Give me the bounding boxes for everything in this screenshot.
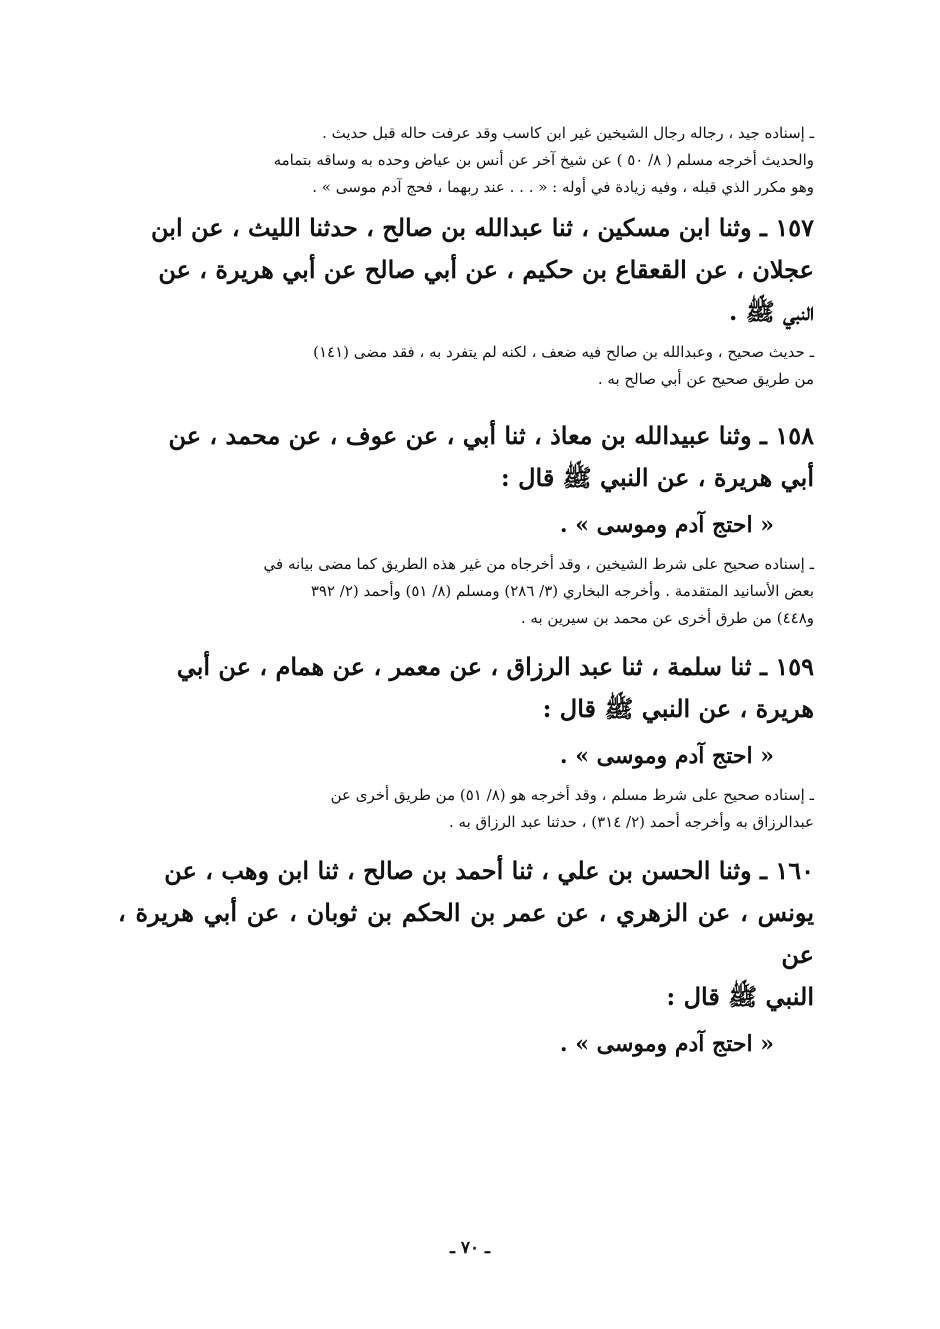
hadith-line: النبي ﷺ . xyxy=(729,297,814,326)
note-line: والحديث أخرجه مسلم ( ٨/ ٥٠ ) عن شيخ آخر عن أنس بن عياض وحده به وساقه بتمامه xyxy=(273,151,814,169)
hadith-157 xyxy=(118,207,814,333)
hadith-159-note xyxy=(118,782,814,836)
note-line: ـ إسناده صحيح على شرط الشيخين ، وقد أخرجاه من غير هذه الطريق كما مضى بيانه في xyxy=(263,555,814,573)
note-line: ـ إسناده جيد ، رجاله رجال الشيخين غير ابن كاسب وقد عرفت حاله قبل حديث . xyxy=(322,124,814,142)
note-line: ـ إسناده صحيح على شرط مسلم ، وقد أخرجه هو (٨/ ٥١) من طريق أخرى عن xyxy=(330,786,814,804)
note-line: بعض الأسانيد المتقدمة . وأخرجه البخاري (٣/ ٢٨٦) ومسلم (٨/ ٥١) وأحمد (٢/ ٣٩٢ xyxy=(310,582,814,600)
hadith-160-quote: « احتج آدم وموسى » . xyxy=(559,1031,774,1057)
note-line: وهو مكرر الذي قبله ، وفيه زيادة في أوله : « . . . عند ربهما ، فحج آدم موسى » . xyxy=(312,178,814,196)
hadith-line: يونس ، عن الزهري ، عن عمر بن الحكم بن ثوبان ، عن أبي هريرة ، عن xyxy=(118,898,814,969)
hadith-line: ١٥٩ ـ ثنا سلمة ، ثنا عبد الرزاق ، عن معمر ، عن همام ، عن أبي xyxy=(176,652,814,681)
hadith-160 xyxy=(118,850,814,1018)
hadith-158-quote: « احتج آدم وموسى » . xyxy=(559,512,774,538)
hadith-159-quote: « احتج آدم وموسى » . xyxy=(559,743,774,769)
note-line: من طريق صحيح عن أبي صالح به . xyxy=(597,370,814,388)
page-body xyxy=(118,120,814,1064)
hadith-line: عجلان ، عن القعقاع بن حكيم ، عن أبي صالح عن أبي هريرة ، عن xyxy=(158,255,814,284)
hadith-158-note xyxy=(118,551,814,632)
note-line: ـ حديث صحيح ، وعبدالله بن صالح فيه ضعف ، لكنه لم يتفرد به ، فقد مضى (١٤١) xyxy=(313,343,814,361)
hadith-line: النبي ﷺ قال : xyxy=(666,982,814,1011)
hadith-158 xyxy=(118,415,814,499)
hadith-157-note xyxy=(118,339,814,393)
hadith-line: ١٥٧ ـ وثنا ابن مسكين ، ثنا عبدالله بن صالح ، حدثنا الليث ، عن ابن xyxy=(151,213,814,242)
note-line: عبدالرزاق به وأخرجه أحمد (٢/ ٣١٤) ، حدثنا عبد الرزاق به . xyxy=(448,813,814,831)
hadith-line: ١٦٠ ـ وثنا الحسن بن علي ، ثنا أحمد بن صالح ، ثنا ابن وهب ، عن xyxy=(164,856,814,885)
hadith-159 xyxy=(118,646,814,730)
hadith-line: أبي هريرة ، عن النبي ﷺ قال : xyxy=(500,463,814,492)
page-number: ـ ٧٠ ـ xyxy=(449,1238,491,1258)
hadith-line: ١٥٨ ـ وثنا عبيدالله بن معاذ ، ثنا أبي ، عن عوف ، عن محمد ، عن xyxy=(168,421,814,450)
intro-note xyxy=(118,120,814,201)
note-line: و٤٤٨) من طرق أخرى عن محمد بن سيرين به . xyxy=(520,609,814,627)
hadith-line: هريرة ، عن النبي ﷺ قال : xyxy=(542,694,814,723)
